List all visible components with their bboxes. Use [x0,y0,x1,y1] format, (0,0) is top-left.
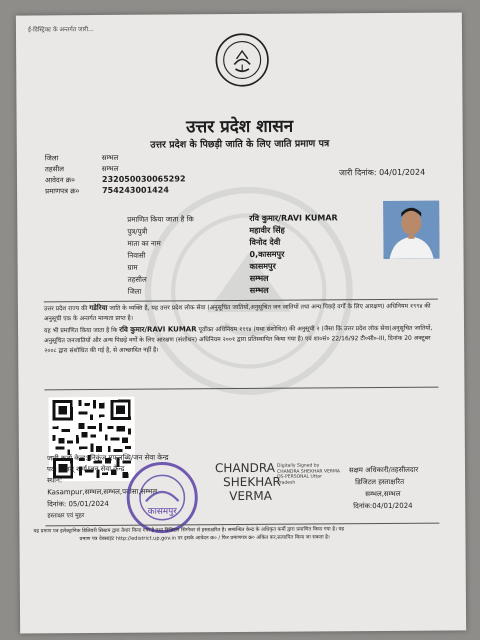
detail-label: पुत्र/पुत्री [127,227,148,236]
issuer-center: जारी कर्ता केन्द्र: निकुंज एफलब्धि/जन सेवा केन्द्र [46,453,169,463]
issuer-date: दिनांक: 05/01/2024 [47,499,109,509]
district-value: सम्भल [101,153,119,162]
authority-place: सम्भल,सम्भल [365,489,401,499]
caste-name: गडेरिया [89,303,108,313]
detail-value: कासमपुर [249,261,276,271]
certificate-number: 754243001424 [102,185,169,195]
divider [45,523,439,527]
detail-label: प्रमाणित किया जाता है कि [127,215,194,224]
detail-label: ग्राम [127,263,138,272]
detail-value: रवि कुमार/RAVI KUMAR [249,213,338,223]
detail-value: विनोद देवी [249,237,281,247]
detail-label: तहसील [127,275,147,284]
issuer-address: Kasampur,सम्भल,सम्भल,पवांसा,सम्भल [47,487,158,497]
footer-note-1: यह प्रमाण पत्र इलेक्ट्रानिक डिलिवरी सिस्टम द्वारा तैयार किया गया है तथा डिजिटल सिग्नेचर से हस्ताक्षरित है। सम्बन्धित केन्द्र के अधिकृत कर्मी द्वारा प्रमाणित किया गया है। यह [33,526,345,535]
certificate-label: प्रमाणपत्र क्र० [45,187,80,196]
authority-date: दिनांक:04/01/2024 [353,501,413,511]
signature-details: Digitally Signed by CHANDRA SHEKHAR VERMA DS-PERSONAL Uttar Pradesh [276,463,341,486]
signer-name-3: VERMA [229,488,272,504]
caste-statement: उत्तर प्रदेश राज्य की गडेरिया जाति के व्यक्ति है, यह उत्तर प्रदेश लोक सेवा (अनुसूचित जातियों,अनुसूचित जन जातियों तथा अन्य पिछड़े वर्गों के लिए आरक्षण) अधिनियम १९९४ की अनुसूची एक के अन्तर्गत मान्यता प्राप्त है। [43,302,431,323]
page-subtitle: उत्तर प्रदेश के पिछड़ी जाति के लिए जाति प्रमाण पत्र [150,138,330,151]
issuer-place-label: स्थान: [47,476,63,485]
signer-name-1: CHANDRA [214,460,275,476]
authority-signed: डिजिटल हस्ताक्षरित [355,477,405,487]
up-emblem-logo [214,32,270,88]
application-number: 232050030065292 [101,174,186,184]
detail-value: महावीर सिंह [249,225,285,235]
tehsil-label: तहसील [44,165,64,174]
issuer-sign-label: हस्ताक्षर एवं मुहर [47,512,85,520]
certificate-page [16,12,466,633]
detail-label: निवासी [127,251,146,260]
detail-value: सम्भल [249,273,269,283]
authority-title: सक्षम अधिकारी/तहसीलदार [349,465,419,475]
footer-note-2: प्रमाण पत्र वेबसाइट http://edistrict.up.gov.in पर इसके आवेदन क्र० / फिर प्रमाणपत्र क्र० अंकित कर,सत्यापित किया जा सकता है। [79,534,330,543]
detail-label: जिला [127,287,142,296]
creamy-layer-statement: यह भी प्रमाणित किया जाता है कि रवि कुमार/RAVI KUMAR पूर्वोक्त अधिनियम १९९४ (यथा संशोधित) की अनुसूची २ (जैसा कि उत्तर प्रदेश लोक सेवा(अनुसूचित जातियों, अनुसूचित जनजातियों और अन्य पिछड़े वर्गों के लिए आरक्षण (संशोधन) अधिनियम २००१ द्वारा प्रतिस्थापित किया गया है) एवं शा०सं० 22/16/92 टी०सी०-III, दिनांक 20 अक्टूबर २००८ द्वारा संशोधित की गई है, से आच्छादित नहीं है। [44,324,433,355]
issue-date: जारी दिनांक: 04/01/2024 [338,167,426,178]
svg-text:कासमपुर: कासमपुर [147,506,177,517]
applicant-photo [383,201,439,259]
tehsil-value: सम्भल [101,164,119,173]
header-note: ई-डिस्ट्रिक्ट के अन्तर्गत जारी... [27,26,94,34]
detail-value: सम्भल [249,285,269,295]
signer-name-2: SHEKHAR [223,474,281,490]
detail-value: 0,कासमपुर [249,249,285,259]
district-label: जिला [44,154,59,163]
application-label: आवेदन क्र० [44,176,75,185]
page-title: उत्तर प्रदेश शासन [186,116,294,138]
applicant-name: रवि कुमार/RAVI KUMAR [119,325,197,334]
issuer-post: पद: शिवम् शर्मा/जन सेवा केन्द्र [46,464,125,474]
detail-label: माता का नाम [127,239,161,248]
